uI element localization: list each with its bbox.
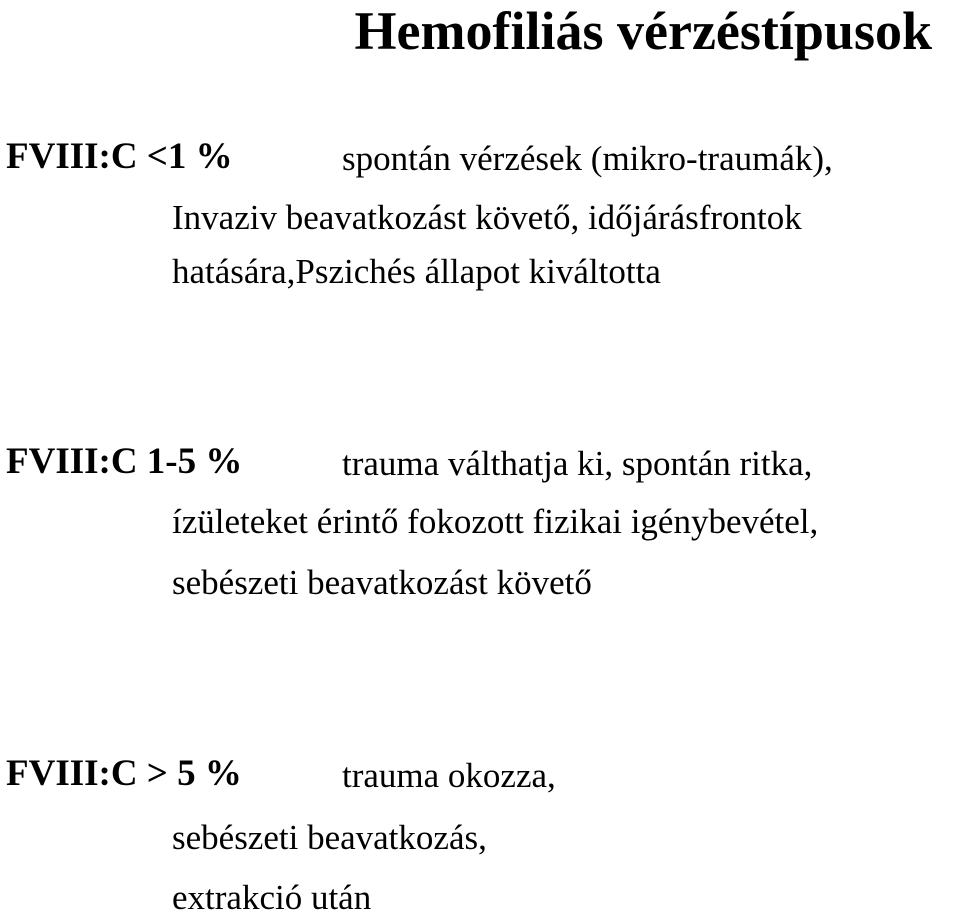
description-line: trauma okozza, [342, 756, 556, 795]
description-line: sebészeti beavatkozás, [172, 818, 487, 857]
description-line: sebészeti beavatkozást követő [172, 563, 592, 602]
description-line: hatására,Pszichés állapot kiváltotta [172, 252, 661, 291]
description-line: spontán vérzések (mikro-traumák), [342, 139, 833, 178]
slide-title: Hemofiliás vérzéstípusok [354, 1, 932, 61]
description-line: ízületeket érintő fokozott fizikai igénybevétel, [172, 502, 819, 541]
factor-level-label: FVIII:C 1-5 % [6, 441, 243, 482]
description-line: trauma válthatja ki, spontán ritka, [342, 444, 813, 483]
factor-level-label: FVIII:C <1 % [6, 136, 233, 177]
description-line: extrakció után [172, 878, 372, 917]
description-line: Invaziv beavatkozást követő, időjárásfrontok [172, 198, 802, 237]
factor-level-label: FVIII:C > 5 % [6, 753, 242, 794]
